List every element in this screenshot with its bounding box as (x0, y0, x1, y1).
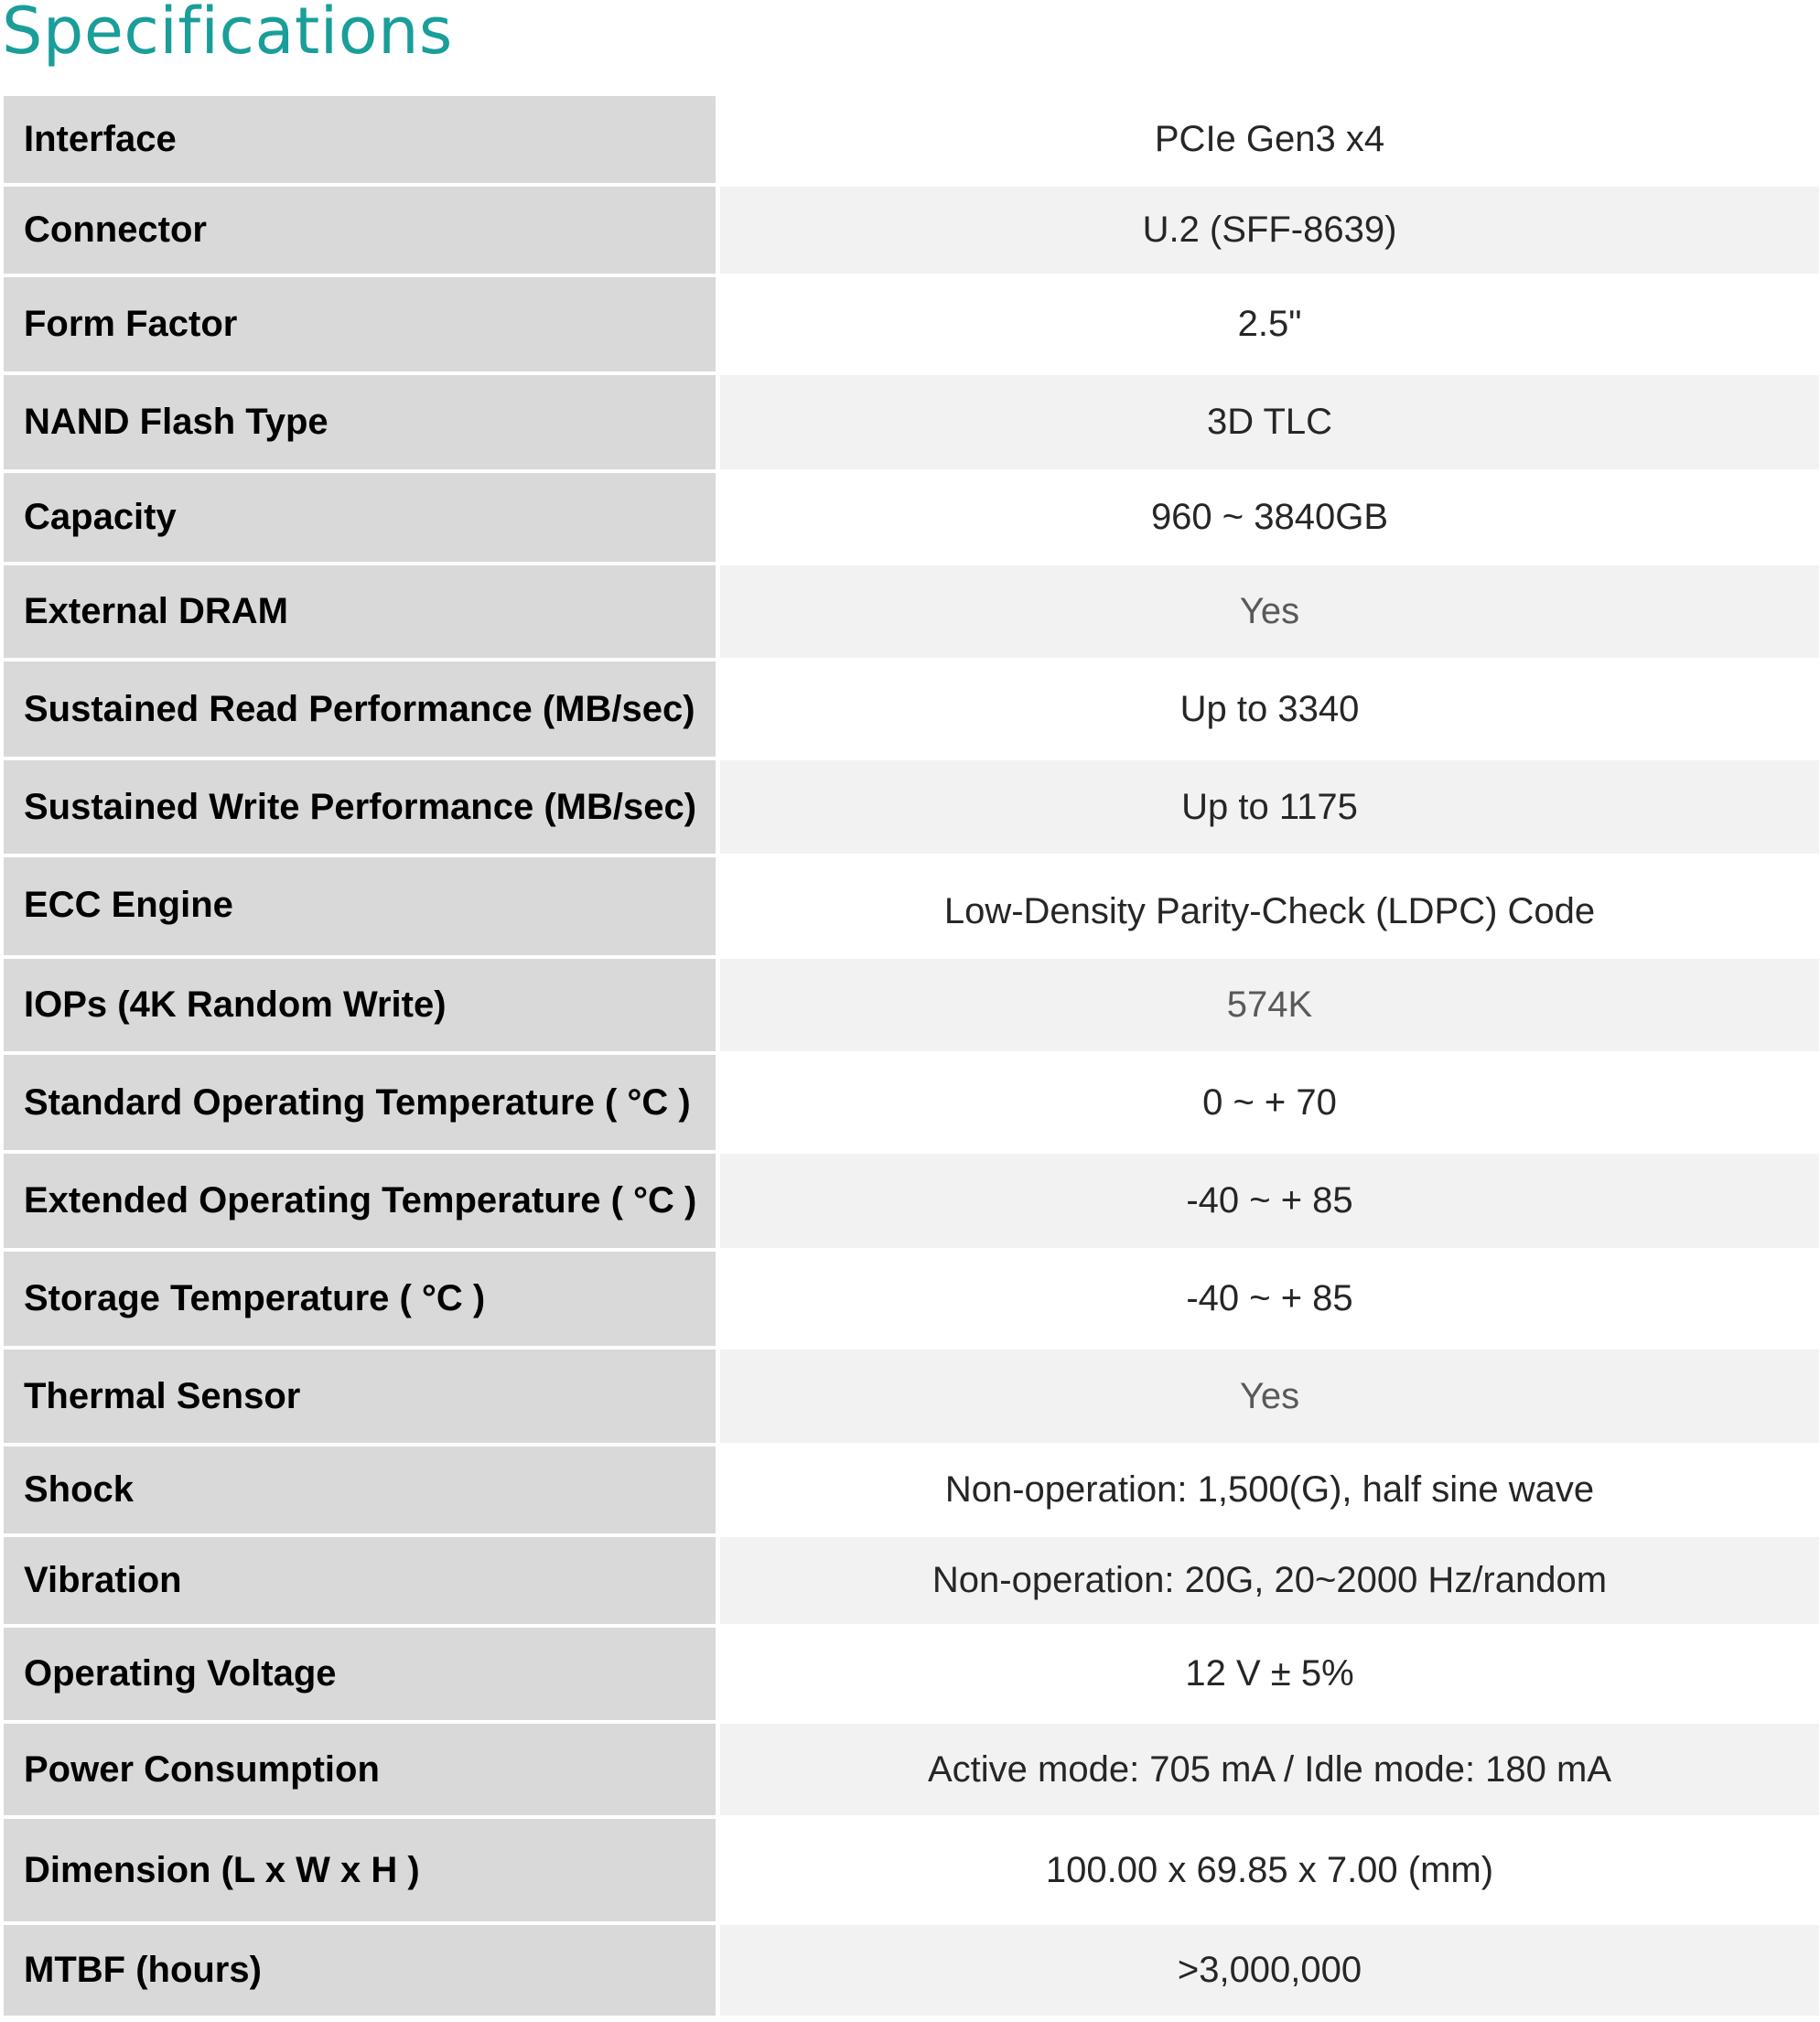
spec-row-sustained-write (4, 760, 1819, 857)
spec-label: MTBF (hours) (4, 1925, 716, 2019)
spec-value: U.2 (SFF-8639) (720, 187, 1819, 277)
spec-value: Non-operation: 1,500(G), half sine wave (720, 1447, 1819, 1537)
spec-value: 12 V ± 5% (720, 1628, 1819, 1724)
spec-label: Shock (4, 1447, 716, 1537)
spec-label: NAND Flash Type (4, 375, 716, 473)
spec-row-standard-operating-temperature (4, 1055, 1819, 1154)
spec-value: >3,000,000 (720, 1925, 1819, 2019)
spec-value: 574K (720, 959, 1819, 1055)
spec-row-extended-operating-temperature (4, 1154, 1819, 1252)
spec-value: 0 ~ + 70 (720, 1055, 1819, 1154)
spec-label: Sustained Write Performance (MB/sec) (4, 760, 716, 857)
spec-value: Up to 3340 (720, 661, 1819, 760)
spec-row-external-dram (4, 565, 1819, 661)
spec-label: IOPs (4K Random Write) (4, 959, 716, 1055)
spec-label: Thermal Sensor (4, 1350, 716, 1447)
spec-row-capacity (4, 473, 1819, 565)
spec-value: PCIe Gen3 x4 (720, 96, 1819, 187)
spec-label: Form Factor (4, 277, 716, 375)
spec-label: Dimension (L x W x H ) (4, 1819, 716, 1925)
spec-value: -40 ~ + 85 (720, 1154, 1819, 1252)
spec-row-mtbf (4, 1925, 1819, 2019)
spec-label: Extended Operating Temperature ( °C ) (4, 1154, 716, 1252)
spec-label: Capacity (4, 473, 716, 565)
spec-value: -40 ~ + 85 (720, 1252, 1819, 1350)
spec-label: Standard Operating Temperature ( °C ) (4, 1055, 716, 1154)
spec-row-form-factor (4, 277, 1819, 375)
spec-row-power-consumption (4, 1724, 1819, 1819)
spec-row-vibration (4, 1537, 1819, 1628)
spec-value: 100.00 x 69.85 x 7.00 (mm) (720, 1819, 1819, 1925)
spec-label: Interface (4, 96, 716, 187)
spec-value: Low-Density Parity-Check (LDPC) Code (720, 857, 1819, 959)
spec-label: ECC Engine (4, 857, 716, 959)
spec-row-operating-voltage (4, 1628, 1819, 1724)
spec-row-iops (4, 959, 1819, 1055)
spec-label: Sustained Read Performance (MB/sec) (4, 661, 716, 760)
spec-value: 3D TLC (720, 375, 1819, 473)
spec-label: Vibration (4, 1537, 716, 1628)
spec-value: Up to 1175 (720, 760, 1819, 857)
spec-label: Storage Temperature ( °C ) (4, 1252, 716, 1350)
spec-value: Yes (720, 565, 1819, 661)
spec-row-storage-temperature (4, 1252, 1819, 1350)
spec-value: Yes (720, 1350, 1819, 1447)
spec-row-dimension (4, 1819, 1819, 1925)
spec-row-connector (4, 187, 1819, 277)
spec-row-thermal-sensor (4, 1350, 1819, 1447)
spec-value: 960 ~ 3840GB (720, 473, 1819, 565)
spec-label: External DRAM (4, 565, 716, 661)
spec-value: Non-operation: 20G, 20~2000 Hz/random (720, 1537, 1819, 1628)
page-title: Specifications (2, 0, 453, 69)
spec-label: Connector (4, 187, 716, 277)
spec-value: Active mode: 705 mA / Idle mode: 180 mA (720, 1724, 1819, 1819)
spec-row-shock (4, 1447, 1819, 1537)
spec-table (4, 96, 1819, 2019)
spec-row-interface (4, 96, 1819, 187)
spec-row-ecc-engine (4, 857, 1819, 959)
spec-label: Operating Voltage (4, 1628, 716, 1724)
spec-value: 2.5" (720, 277, 1819, 375)
spec-label: Power Consumption (4, 1724, 716, 1819)
spec-row-sustained-read (4, 661, 1819, 760)
spec-row-nand-flash-type (4, 375, 1819, 473)
